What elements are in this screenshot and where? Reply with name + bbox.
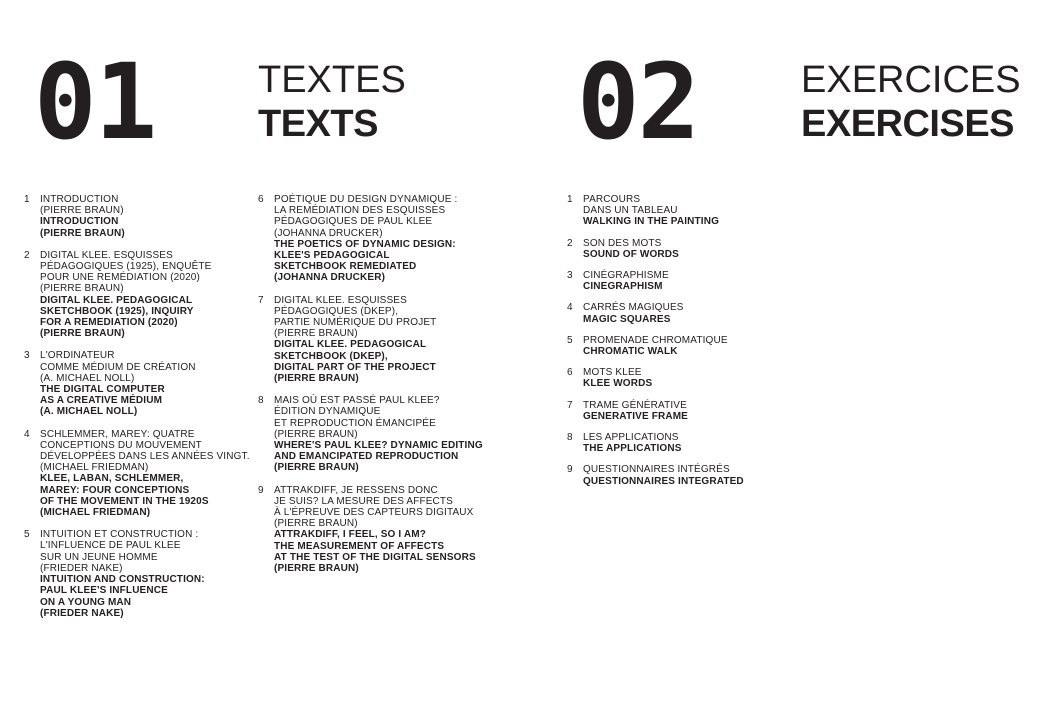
toc-line-fr: COMME MÉDIUM DE CRÉATION (40, 361, 196, 373)
toc-line-en: (JOHANNA DRUCKER) (274, 272, 386, 284)
toc-line-fr: (JOHANNA DRUCKER) (274, 227, 383, 239)
toc-line-en: THE DIGITAL COMPUTER (40, 384, 165, 396)
section-title (258, 58, 406, 146)
toc-line-en: KLEE WORDS (583, 378, 653, 390)
toc-line-fr: PÉDAGOGIQUES DE PAUL KLEE (274, 216, 433, 228)
toc-line-fr: (FRIEDER NAKE) (40, 562, 123, 574)
toc-column (567, 194, 744, 487)
section-number: 01 (34, 41, 156, 163)
toc-item-number: 7 (258, 294, 264, 306)
toc-item (258, 395, 483, 473)
toc-line-fr: POUR UNE REMÉDIATION (2020) (40, 272, 201, 284)
toc-line-fr: TRAME GÉNÉRATIVE (583, 399, 687, 411)
toc-line-fr: L'ORDINATEUR (40, 350, 115, 362)
toc-line-fr: (PIERRE BRAUN) (274, 518, 358, 530)
toc-line-fr: CARRÉS MAGIQUES (583, 302, 684, 314)
toc-line-en: (FRIEDER NAKE) (40, 607, 124, 619)
toc-line-fr: ÉDITION DYNAMIQUE (274, 406, 381, 418)
toc-line-fr: PÉDAGOGIQUES (1925), ENQUÊTE (40, 261, 212, 273)
toc-item-number: 2 (24, 249, 30, 261)
toc-item-number: 9 (258, 484, 264, 496)
toc-line-en: (MICHAEL FRIEDMAN) (40, 507, 151, 519)
toc-line-fr: MAIS OÙ EST PASSÉ PAUL KLEE? (274, 395, 440, 407)
toc-line-en: FOR A REMEDIATION (2020) (40, 317, 178, 329)
toc-item (258, 194, 483, 284)
toc-line-fr: DIGITAL KLEE. ESQUISSES (40, 249, 173, 261)
toc-item-number: 4 (24, 428, 30, 440)
toc-item-number: 6 (258, 194, 264, 205)
toc-line-en: THE APPLICATIONS (583, 443, 682, 455)
toc-line-fr: QUESTIONNAIRES INTÉGRÉS (583, 464, 730, 476)
toc-line-en: KLEE'S PEDAGOGICAL (274, 250, 390, 262)
toc-line-fr: ATTRAKDIFF, JE RESSENS DONC (274, 484, 438, 496)
toc-line-fr: DÉVELOPPÉES DANS LES ANNÉES VINGT. (40, 451, 250, 463)
toc-item (567, 432, 744, 454)
toc-item-number: 3 (567, 270, 573, 282)
toc-column (24, 194, 250, 619)
toc-line-en: (PIERRE BRAUN) (274, 462, 359, 474)
toc-line-fr: LA REMÉDIATION DES ESQUISSES (274, 205, 446, 217)
toc-item (258, 485, 483, 575)
toc-line-en: THE POETICS OF DYNAMIC DESIGN: (274, 238, 456, 250)
toc-line-en: WHERE'S PAUL KLEE? DYNAMIC EDITING (274, 440, 483, 452)
section-title-fr: TEXTES (258, 59, 406, 101)
toc-line-fr: (A. MICHAEL NOLL) (40, 372, 135, 384)
toc-line-en: ON A YOUNG MAN (40, 596, 132, 608)
toc-item (567, 464, 744, 486)
toc-line-fr: PÉDAGOGIQUES (DKEP), (274, 305, 399, 317)
section-title-en: EXERCISES (801, 103, 1015, 145)
toc-line-en: DIGITAL KLEE. PEDAGOGICAL (40, 294, 193, 306)
toc-line-fr: ET REPRODUCTION ÉMANCIPÉE (274, 417, 436, 429)
toc-line-en: GENERATIVE FRAME (583, 410, 688, 422)
toc-item (258, 295, 483, 385)
section-title-fr: EXERCICES (801, 59, 1021, 101)
toc-line-en: (PIERRE BRAUN) (274, 373, 359, 385)
toc-item (24, 194, 250, 239)
toc-line-fr: SON DES MOTS (583, 237, 662, 249)
toc-item (567, 335, 744, 357)
toc-line-en: INTRODUCTION (40, 216, 119, 228)
toc-line-en: ATTRAKDIFF, I FEEL, SO I AM? (274, 529, 426, 541)
toc-line-fr: (MICHAEL FRIEDMAN) (40, 462, 149, 474)
toc-item (24, 529, 250, 619)
toc-item-number: 1 (24, 194, 30, 205)
toc-line-fr: JE SUIS? LA MESURE DES AFFECTS (274, 495, 453, 507)
toc-item (567, 302, 744, 324)
toc-line-fr: (PIERRE BRAUN) (40, 205, 124, 217)
section-title (801, 58, 1021, 146)
toc-line-en: SKETCHBOOK (DKEP), (274, 350, 388, 362)
toc-item (567, 400, 744, 422)
toc-line-en: SKETCHBOOK REMEDIATED (274, 261, 417, 273)
toc-line-fr: L'INFLUENCE DE PAUL KLEE (40, 540, 181, 552)
toc-item (567, 194, 744, 228)
toc-line-en: INTUITION AND CONSTRUCTION: (40, 574, 205, 586)
toc-line-en: PAUL KLEE'S INFLUENCE (40, 585, 168, 597)
section-number: 02 (577, 41, 699, 163)
toc-line-en: (PIERRE BRAUN) (274, 563, 359, 575)
toc-item (24, 350, 250, 417)
toc-item-number: 5 (567, 334, 573, 346)
toc-line-en: QUESTIONNAIRES INTEGRATED (583, 475, 744, 487)
toc-line-en: THE MEASUREMENT OF AFFECTS (274, 540, 445, 552)
toc-item-number: 8 (567, 432, 573, 444)
toc-line-en: CINEGRAPHISM (583, 281, 663, 293)
section-title-en: TEXTS (258, 103, 378, 145)
toc-line-fr: DANS UN TABLEAU (583, 205, 678, 217)
toc-line-fr: PARCOURS (583, 194, 641, 205)
toc-column (258, 194, 483, 574)
toc-line-fr: INTRODUCTION (40, 194, 119, 205)
toc-item-number: 4 (567, 302, 573, 314)
toc-line-en: AS A CREATIVE MÉDIUM (40, 395, 163, 407)
toc-line-en: SOUND OF WORDS (583, 248, 679, 260)
toc-line-fr: PROMENADE CHROMATIQUE (583, 334, 728, 346)
toc-item (567, 238, 744, 260)
toc-line-en: DIGITAL PART OF THE PROJECT (274, 361, 436, 373)
toc-line-en: (PIERRE BRAUN) (40, 227, 125, 239)
toc-line-en: WALKING IN THE PAINTING (583, 216, 720, 228)
toc-line-fr: SUR UN JEUNE HOMME (40, 551, 158, 563)
toc-item-number: 9 (567, 464, 573, 476)
toc-line-en: (PIERRE BRAUN) (40, 328, 125, 340)
toc-line-fr: MOTS KLEE (583, 367, 642, 379)
toc-line-en: CHROMATIC WALK (583, 346, 678, 358)
toc-line-fr: CONCEPTIONS DU MOUVEMENT (40, 439, 202, 451)
toc-item (24, 250, 250, 340)
toc-line-en: OF THE MOVEMENT IN THE 1920S (40, 495, 209, 507)
toc-line-fr: LES APPLICATIONS (583, 432, 679, 444)
toc-item-number: 7 (567, 399, 573, 411)
toc-line-fr: CINÉGRAPHISME (583, 270, 669, 282)
toc-item-number: 6 (567, 367, 573, 379)
toc-line-en: MAREY: FOUR CONCEPTIONS (40, 484, 190, 496)
toc-line-en: AND EMANCIPATED REPRODUCTION (274, 451, 459, 463)
toc-line-en: MAGIC SQUARES (583, 313, 671, 325)
toc-item-number: 1 (567, 194, 573, 205)
toc-line-en: SKETCHBOOK (1925), INQUIRY (40, 305, 194, 317)
toc-item (24, 429, 250, 519)
toc-line-fr: (PIERRE BRAUN) (274, 328, 358, 340)
toc-line-fr: POÉTIQUE DU DESIGN DYNAMIQUE : (274, 194, 458, 205)
toc-line-fr: PARTIE NUMÉRIQUE DU PROJET (274, 317, 437, 329)
toc-line-fr: (PIERRE BRAUN) (40, 283, 124, 295)
toc-item-number: 3 (24, 350, 30, 362)
toc-line-fr: SCHLEMMER, MAREY: QUATRE (40, 428, 195, 440)
toc-line-fr: INTUITION ET CONSTRUCTION : (40, 529, 199, 541)
toc-line-en: (A. MICHAEL NOLL) (40, 406, 138, 418)
toc-line-fr: À L'ÉPREUVE DES CAPTEURS DIGITAUX (274, 507, 474, 519)
toc-line-fr: DIGITAL KLEE. ESQUISSES (274, 294, 407, 306)
toc-item-number: 5 (24, 529, 30, 541)
toc-item (567, 367, 744, 389)
toc-line-en: DIGITAL KLEE. PEDAGOGICAL (274, 339, 427, 351)
toc-line-en: AT THE TEST OF THE DIGITAL SENSORS (274, 551, 476, 563)
toc-line-en: KLEE, LABAN, SCHLEMMER, (40, 473, 184, 485)
toc-item-number: 2 (567, 237, 573, 249)
toc-item-number: 8 (258, 395, 264, 407)
toc-line-fr: (PIERRE BRAUN) (274, 428, 358, 440)
toc-item (567, 270, 744, 292)
